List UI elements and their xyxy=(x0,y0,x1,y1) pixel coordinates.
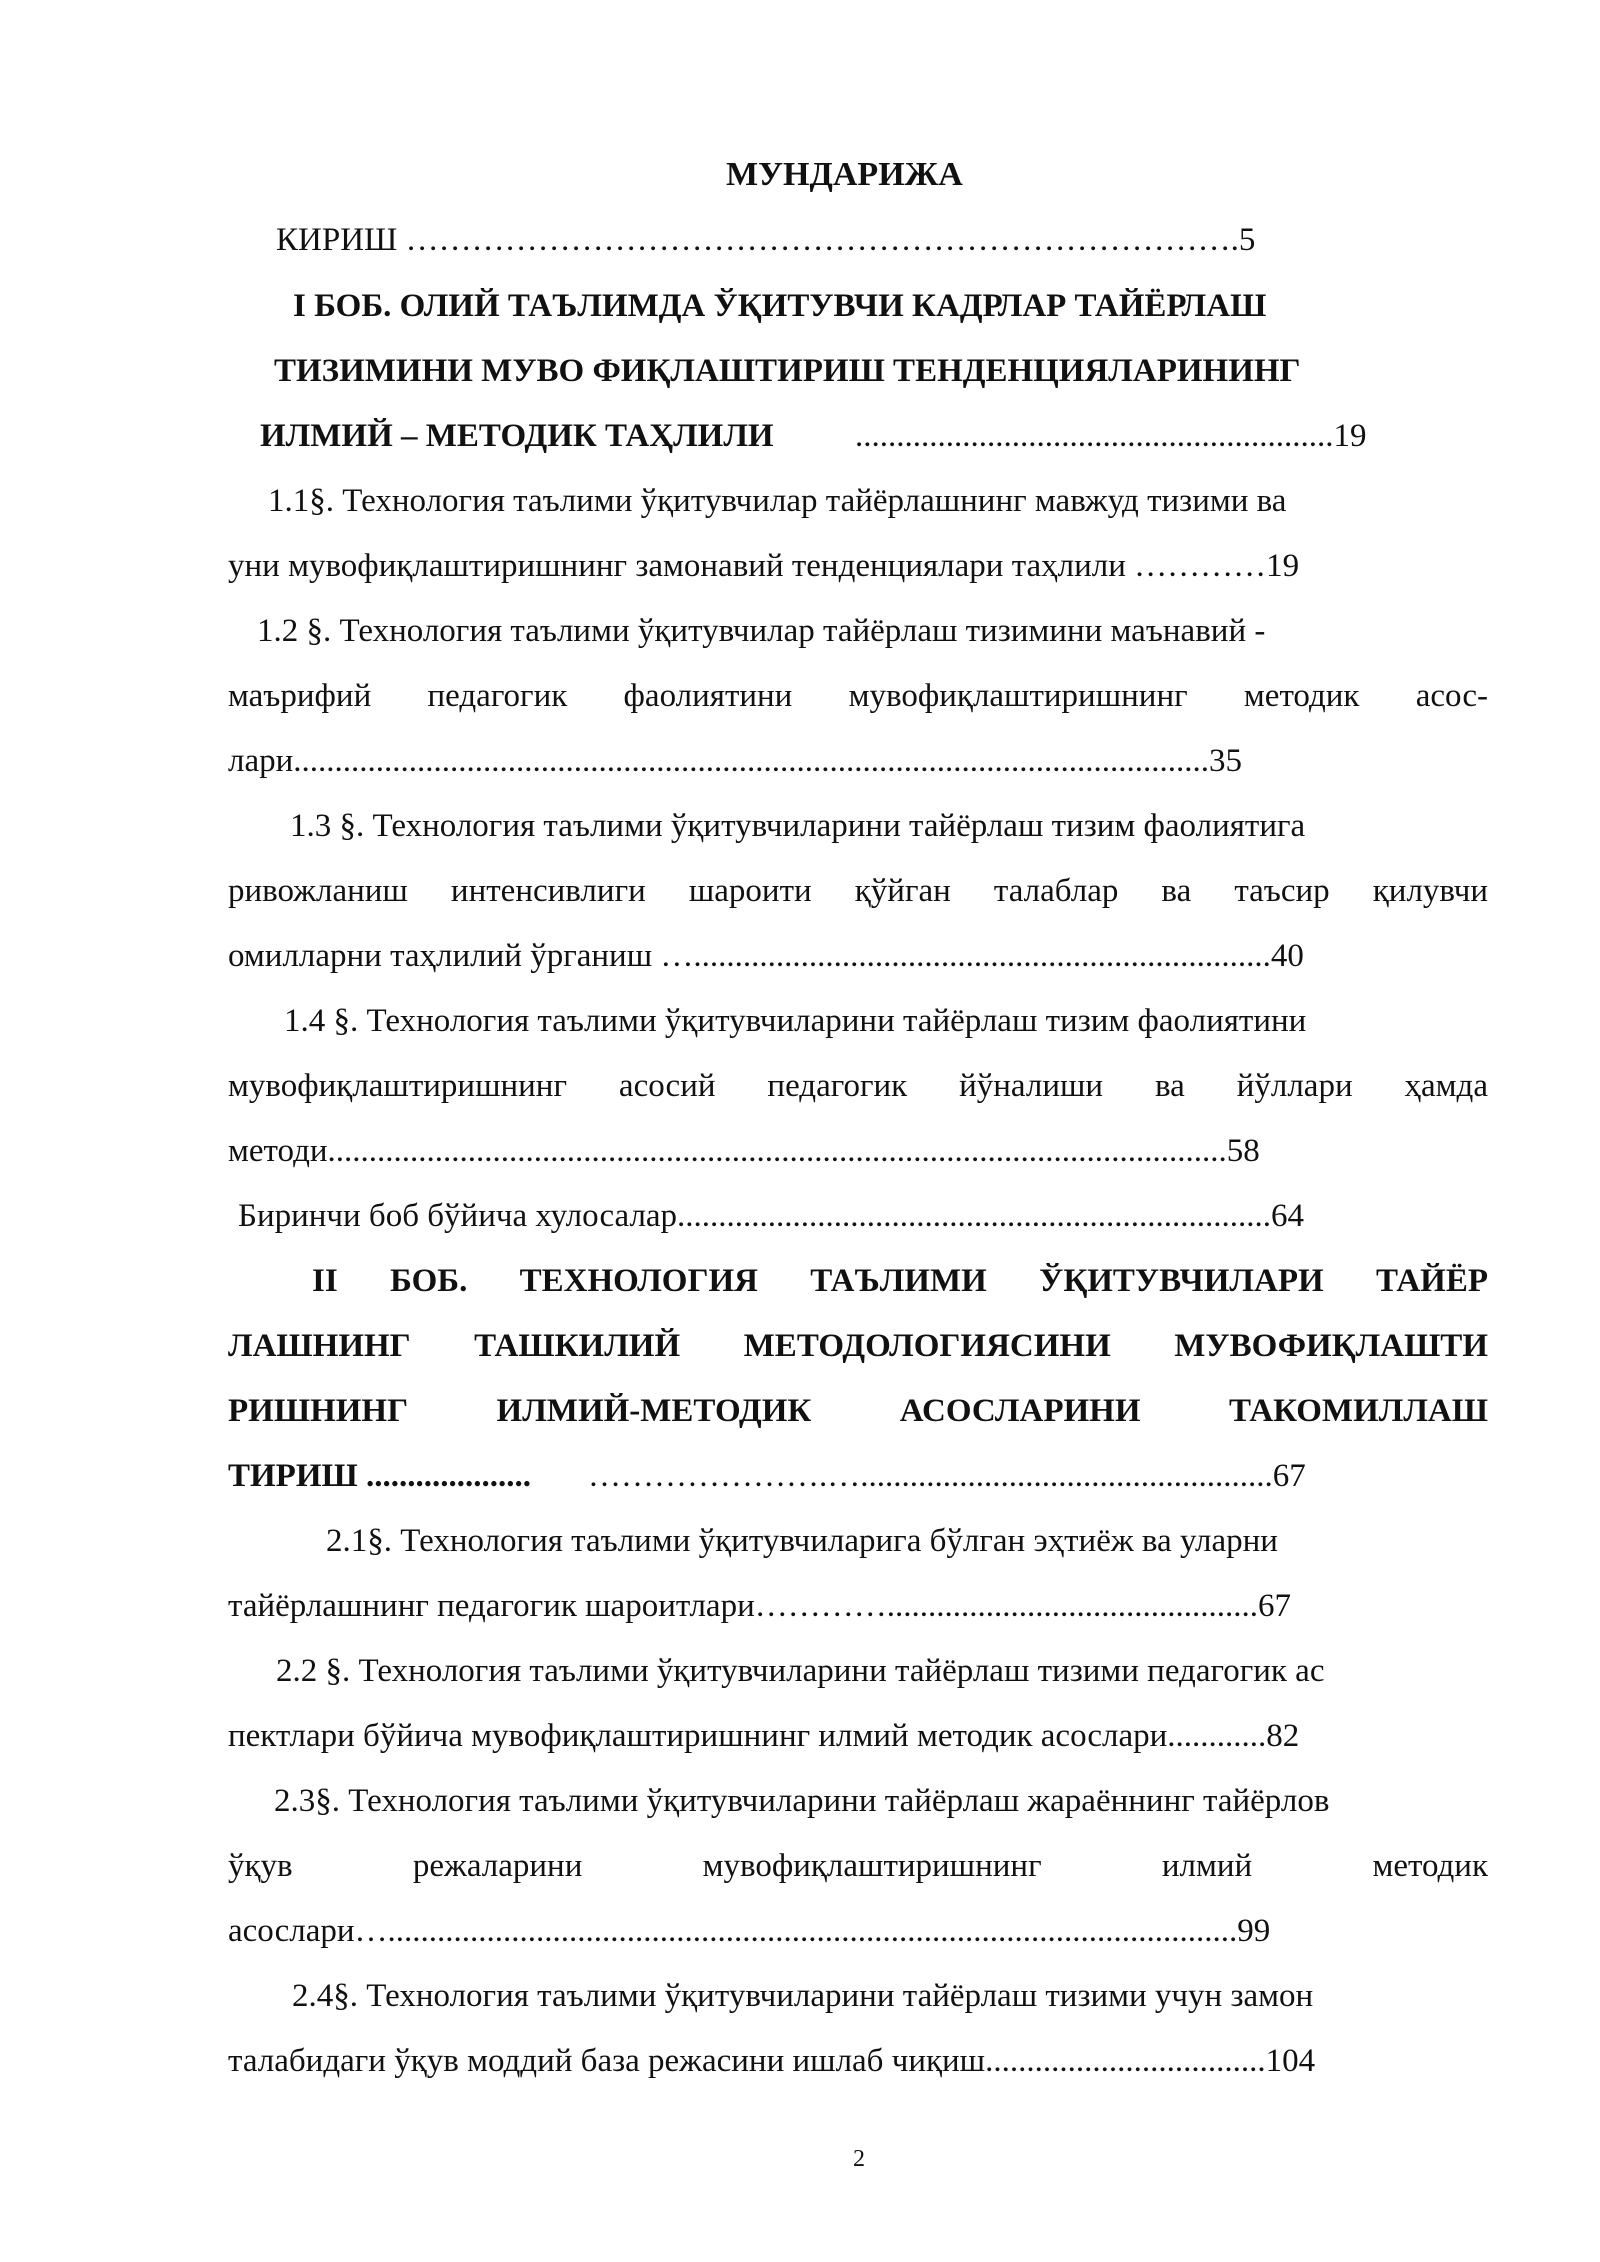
toc-entry-1-3-line-2: ривожланиш интенсивлиги шароити қўйган талаблар ва таъсир қилувчи xyxy=(228,873,1488,909)
chapter-2-page-ref: ………………….…..................................................67 xyxy=(588,1458,1306,1494)
toc-entry-1-4-line-3: методи.............................................................................................................58 xyxy=(228,1133,1260,1169)
chapter-2-heading-line-3: РИШНИНГ ИЛМИЙ-МЕТОДИК АСОСЛАРИНИ ТАКОМИЛЛАШ xyxy=(228,1393,1488,1429)
toc-entry-intro: КИРИШ ………………………………………………………………….5 xyxy=(276,222,1256,258)
toc-entry-2-1-line-1: 2.1§. Технология таълими ўқитувчиларига бўлган эҳтиёж ва уларни xyxy=(326,1523,1278,1559)
page-title: МУНДАРИЖА xyxy=(726,156,963,193)
toc-entry-2-2-line-1: 2.2 §. Технология таълими ўқитувчиларини тайёрлаш тизими педагогик ас xyxy=(276,1653,1325,1689)
chapter-2-heading-line-4: ТИРИШ .................... xyxy=(228,1458,531,1494)
toc-entry-2-4-line-1: 2.4§. Технология таълими ўқитувчиларини тайёрлаш тизими учун замон xyxy=(292,1978,1314,2014)
toc-entry-2-3-line-2: ўқув режаларини мувофиқлаштиришнинг илмий методик xyxy=(228,1848,1488,1884)
toc-entry-2-2-line-2: пектлари бўйича мувофиқлаштиришнинг илмий методик асослари............82 xyxy=(228,1718,1300,1754)
toc-entry-1-4-line-1: 1.4 §. Технология таълими ўқитувчиларини тайёрлаш тизим фаолиятини xyxy=(284,1003,1307,1039)
toc-entry-1-2-line-1: 1.2 §. Технология таълими ўқитувчилар тайёрлаш тизимини маънавий - xyxy=(257,613,1266,649)
toc-entry-chapter-1-conclusions: Биринчи боб бўйича хулосалар........................................................................64 xyxy=(238,1198,1305,1234)
toc-entry-1-2-line-3: лари...............................................................................................................35 xyxy=(228,743,1243,779)
toc-entry-1-1-line-1: 1.1§. Технология таълими ўқитувчилар тайёрлашнинг мавжуд тизими ва xyxy=(268,483,1287,519)
toc-entry-2-4-line-2: талабидаги ўқув моддий база режасини ишлаб чиқиш..................................104 xyxy=(228,2043,1316,2079)
chapter-2-heading-line-2: ЛАШНИНГ ТАШКИЛИЙ МЕТОДОЛОГИЯСИНИ МУВОФИҚЛАШТИ xyxy=(228,1328,1488,1364)
toc-entry-1-3-line-1: 1.3 §. Технология таълими ўқитувчиларини тайёрлаш тизим фаолиятига xyxy=(290,808,1306,844)
toc-entry-2-3-line-1: 2.3§. Технология таълими ўқитувчиларини тайёрлаш жараённинг тайёрлов xyxy=(274,1783,1330,1819)
page-number: 2 xyxy=(853,2146,865,2172)
chapter-1-heading-line-1: I БОБ. ОЛИЙ ТАЪЛИМДА ЎҚИТУВЧИ КАДРЛАР ТАЙЁРЛАШ xyxy=(293,288,1267,324)
chapter-1-heading-line-2: ТИЗИМИНИ МУВО ФИҚЛАШТИРИШ ТЕНДЕНЦИЯЛАРИНИНГ xyxy=(274,353,1301,389)
chapter-1-heading-line-3: ИЛМИЙ – МЕТОДИК ТАҲЛИЛИ xyxy=(260,418,774,454)
chapter-1-page-ref: ..........................................................19 xyxy=(855,418,1367,454)
toc-entry-2-3-line-3: асослари….......................................................................................................99 xyxy=(228,1913,1271,1949)
toc-entry-2-1-line-2: тайёрлашнинг педагогик шароитлари………….............................................67 xyxy=(228,1588,1291,1624)
chapter-2-heading-line-1: II БОБ. ТЕХНОЛОГИЯ ТАЪЛИМИ ЎҚИТУВЧИЛАРИ ТАЙЁР xyxy=(312,1263,1488,1299)
toc-entry-1-2-line-2: маърифий педагогик фаолиятини мувофиқлаштиришнинг методик асос- xyxy=(228,678,1488,714)
toc-entry-1-3-line-3: омилларни таҳлилий ўрганиш …......................................................................40 xyxy=(228,938,1304,974)
toc-entry-1-4-line-2: мувофиқлаштиришнинг асосий педагогик йўналиши ва йўллари ҳамда xyxy=(228,1068,1488,1104)
toc-entry-1-1-line-2: уни мувофиқлаштиришнинг замонавий тенденциялари таҳлили …………19 xyxy=(228,548,1300,584)
